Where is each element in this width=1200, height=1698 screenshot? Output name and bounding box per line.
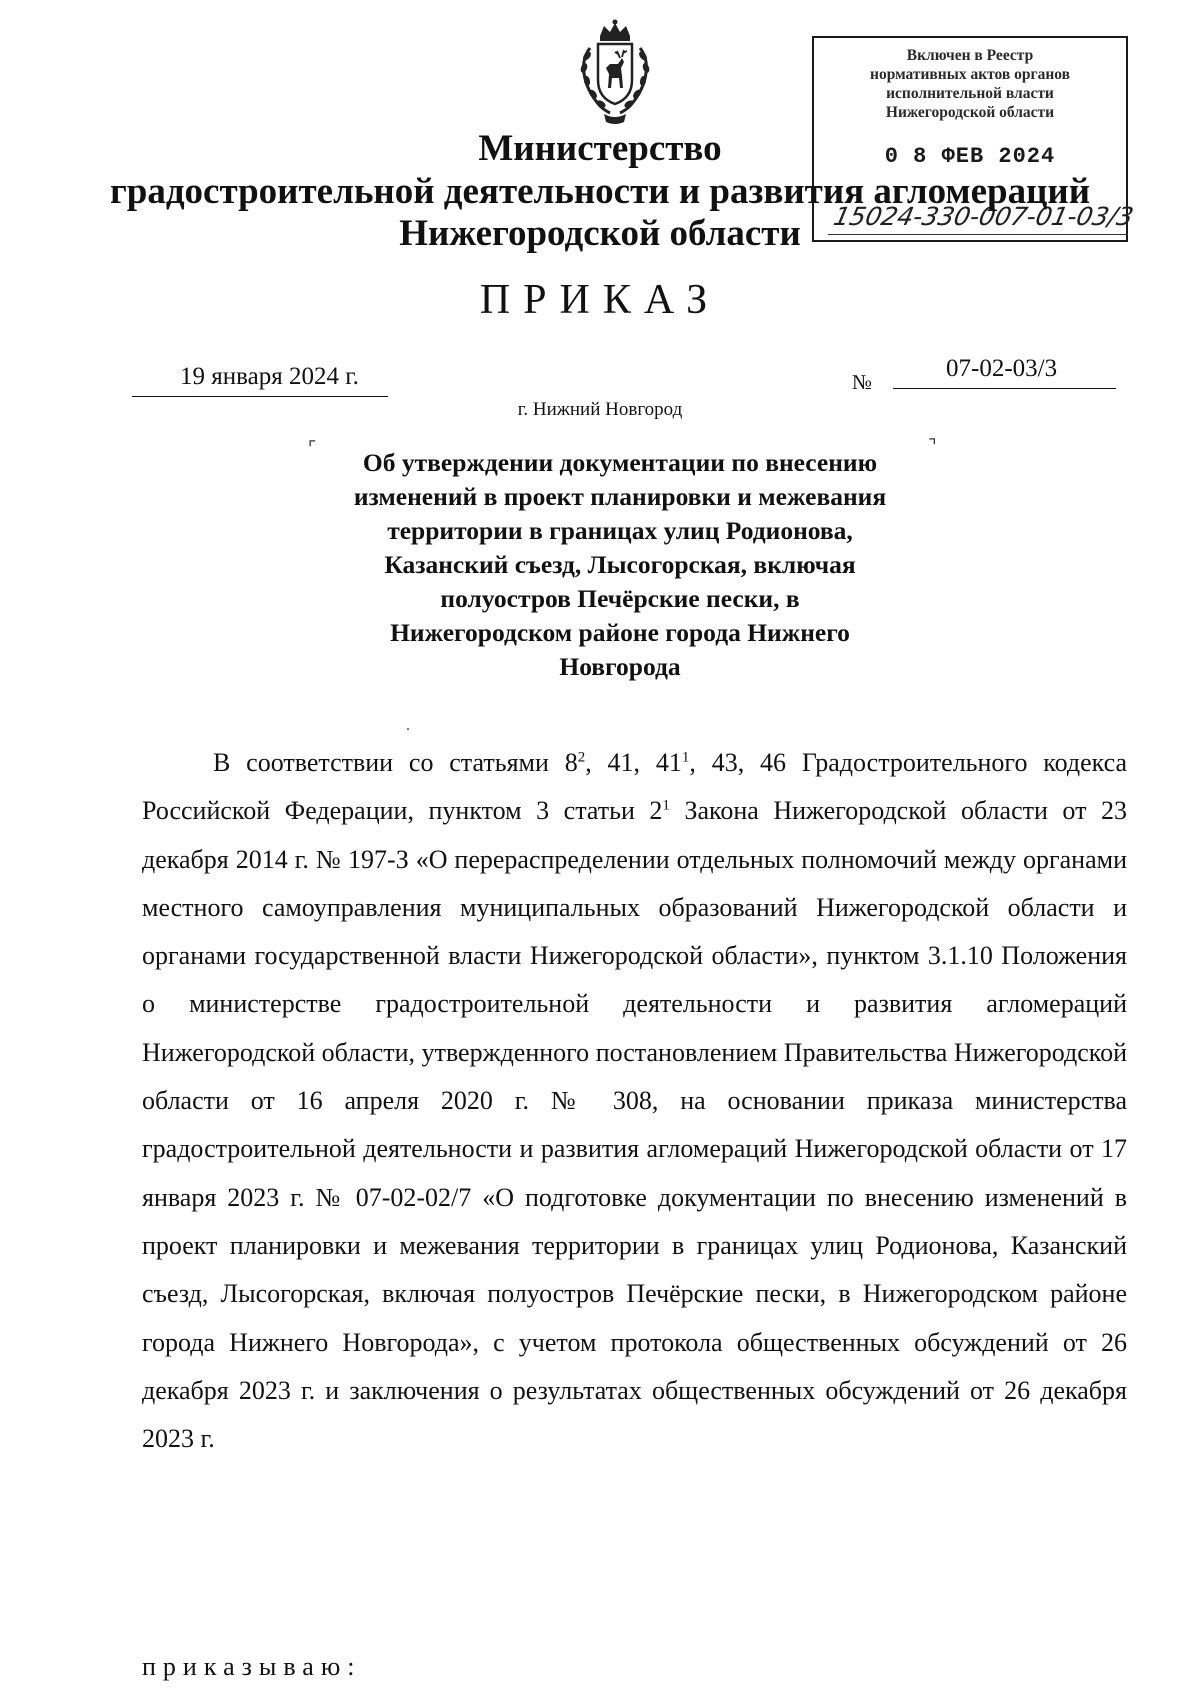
stamp-line: Включен в Реестр (906, 47, 1034, 64)
superscript: 1 (681, 749, 690, 766)
order-number-field (893, 354, 1116, 389)
superscript: 2 (577, 749, 586, 766)
body-text-part: , 41, 41 (585, 748, 682, 777)
scan-speck (407, 728, 409, 730)
body-paragraph (142, 739, 1127, 1463)
stamp-line: исполнительной власти (886, 85, 1054, 102)
order-word: приказываю: (142, 1652, 362, 1681)
body-text-part: , 43, 46 Градостроительного кодекса Российской Федерации, пунктом 3 статьи 2 (142, 748, 1127, 826)
order-title-line: территории в границах улиц Родионова, (387, 516, 853, 545)
number-sign: № (852, 370, 873, 394)
order-title-line: Казанский съезд, Лысогорская, включая (384, 550, 856, 579)
document-type: ПРИКАЗ (479, 277, 721, 323)
stamp-date: 0 8 ФЕВ 2024 (884, 144, 1056, 169)
order-number: 07-02-03/3 (946, 355, 1058, 382)
ministry-title-line-1: Министерство (478, 128, 722, 169)
city: г. Нижний Новгород (517, 399, 683, 420)
order-date-field (132, 362, 388, 397)
order-title-line: изменений в проект планировки и межевания (353, 482, 887, 511)
ministry-title-line-2: градостроительной деятельности и развития агломераций (109, 171, 1091, 212)
order-title (300, 446, 940, 684)
stamp-line: Нижегородской области (885, 104, 1055, 121)
order-title-line: Новгорода (559, 652, 681, 681)
body-text-part: В соответствии со статьями 8 (213, 748, 578, 777)
order-title-line: полуостров Печёрские пески, в (440, 584, 800, 613)
order-date: 19 января 2024 г. (180, 363, 359, 390)
body-text-part: Закона Нижегородской области от 23 декабря 2014 г. № 197-З «О перераспределении отдельных полномочий между органами местного самоуправления муниципальных образований Нижегородской области и органами государственной власти Нижегородской области», пунктом 3.1.10 Положения о министерстве градостроительной деятельности и развития агломераций Нижегородской области, утвержденного постановлением Правительства Нижегородской области от 16 апреля 2020 г. № 308, на основании приказа министерства градостроительной деятельности и развития агломераций Нижегородской области от 17 января 2023 г. № 07-02-02/7 «О подготовке документации по внесению изменений в проект планировки и межевания территории в границах улиц Родионова, Казанский съезд, Лысогорская, включая полуостров Печёрские пески, в Нижегородском районе города Нижнего Новгорода», с учетом протокола общественных обсуждений от 26 декабря 2023 г. и заключения о результатах общественных обсуждений от 26 декабря 2023 г. (142, 796, 1127, 1454)
title-corner-mark-left: ⌜ (308, 438, 317, 459)
title-corner-mark-right: ⌝ (928, 436, 937, 457)
superscript: 1 (662, 797, 670, 814)
order-title-line: Нижегородском районе города Нижнего (390, 618, 850, 647)
stamp-registration-number: 15024-330-007-01-03/3 (830, 202, 1137, 231)
ministry-title-line-3: Нижегородской области (399, 213, 801, 254)
coat-of-arms-icon (560, 18, 670, 128)
stamp-text (814, 46, 1126, 122)
order-title-line: Об утверждении документации по внесению (362, 448, 878, 477)
stamp-line: нормативных актов органов (870, 66, 1070, 83)
